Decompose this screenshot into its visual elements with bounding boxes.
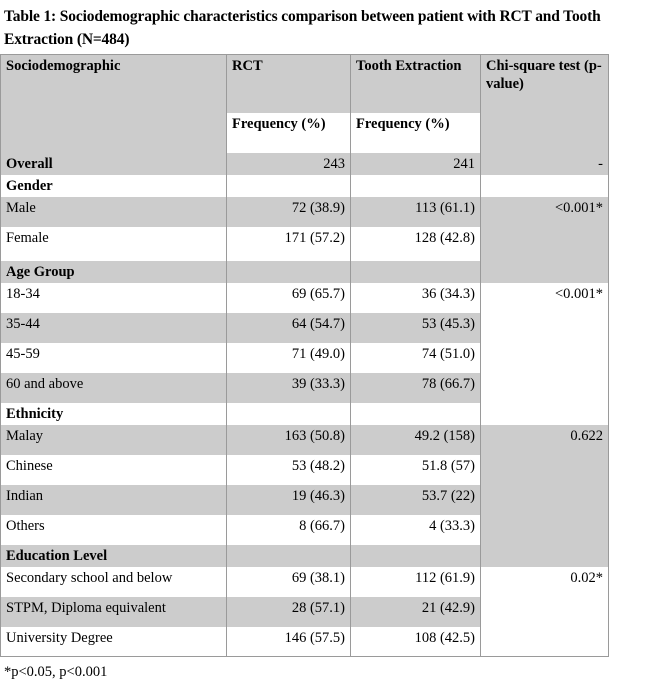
university-extraction-value: 108 (42.5)	[351, 627, 481, 657]
male-rct-value: 72 (38.9)	[227, 197, 351, 227]
subheader-rct-frequency: Frequency (%)	[227, 113, 351, 153]
table-header-row	[1, 55, 609, 113]
section-ethnicity-spacer-extraction	[351, 403, 481, 425]
table-row	[1, 283, 609, 313]
header-chi-square-test: Chi-square test (p-value)	[481, 55, 609, 153]
age-45-59-extraction-value: 74 (51.0)	[351, 343, 481, 373]
section-ethnicity-spacer-pvalue	[481, 403, 609, 425]
row-label-female: Female	[1, 227, 227, 261]
ethnicity-pvalue: 0.622	[481, 425, 609, 545]
sociodemographic-table	[0, 54, 609, 657]
indian-extraction-value: 53.7 (22)	[351, 485, 481, 515]
header-tooth-extraction: Tooth Extraction	[351, 55, 481, 113]
section-age-spacer-pvalue	[481, 261, 609, 283]
section-gender-spacer-rct	[227, 175, 351, 197]
section-age-spacer-extraction	[351, 261, 481, 283]
table-row-overall	[1, 153, 609, 175]
row-label-malay: Malay	[1, 425, 227, 455]
table-section-header-age-group	[1, 261, 609, 283]
section-education-spacer-extraction	[351, 545, 481, 567]
overall-extraction-value: 241	[351, 153, 481, 175]
row-label-secondary-school-and-below: Secondary school and below	[1, 567, 227, 597]
header-sociodemographic: Sociodemographic	[1, 55, 227, 153]
table-row	[1, 197, 609, 227]
row-label-male: Male	[1, 197, 227, 227]
stpm-rct-value: 28 (57.1)	[227, 597, 351, 627]
row-label-others: Others	[1, 515, 227, 545]
section-gender-spacer-extraction	[351, 175, 481, 197]
section-ethnicity-spacer-rct	[227, 403, 351, 425]
overall-rct-value: 243	[227, 153, 351, 175]
table-section-header-gender	[1, 175, 609, 197]
others-extraction-value: 4 (33.3)	[351, 515, 481, 545]
age-45-59-rct-value: 71 (49.0)	[227, 343, 351, 373]
row-label-indian: Indian	[1, 485, 227, 515]
overall-pvalue: -	[481, 153, 609, 175]
chinese-extraction-value: 51.8 (57)	[351, 455, 481, 485]
malay-extraction-value: 49.2 (158)	[351, 425, 481, 455]
section-title-ethnicity: Ethnicity	[1, 403, 227, 425]
table-row	[1, 425, 609, 455]
age-35-44-extraction-value: 53 (45.3)	[351, 313, 481, 343]
section-title-age-group: Age Group	[1, 261, 227, 283]
row-label-chinese: Chinese	[1, 455, 227, 485]
subheader-extraction-frequency: Frequency (%)	[351, 113, 481, 153]
section-title-education-level: Education Level	[1, 545, 227, 567]
row-label-18-34: 18-34	[1, 283, 227, 313]
female-rct-value: 171 (57.2)	[227, 227, 351, 261]
row-label-overall: Overall	[1, 153, 227, 175]
row-label-stpm-diploma-equivalent: STPM, Diploma equivalent	[1, 597, 227, 627]
age-60-above-extraction-value: 78 (66.7)	[351, 373, 481, 403]
stpm-extraction-value: 21 (42.9)	[351, 597, 481, 627]
university-rct-value: 146 (57.5)	[227, 627, 351, 657]
secondary-extraction-value: 112 (61.9)	[351, 567, 481, 597]
female-extraction-value: 128 (42.8)	[351, 227, 481, 261]
row-label-45-59: 45-59	[1, 343, 227, 373]
education-level-pvalue: 0.02*	[481, 567, 609, 657]
gender-pvalue: <0.001*	[481, 197, 609, 261]
age-18-34-rct-value: 69 (65.7)	[227, 283, 351, 313]
section-education-spacer-rct	[227, 545, 351, 567]
table-footnote: *p<0.05, p<0.001	[4, 664, 108, 680]
others-rct-value: 8 (66.7)	[227, 515, 351, 545]
indian-rct-value: 19 (46.3)	[227, 485, 351, 515]
section-title-gender: Gender	[1, 175, 227, 197]
malay-rct-value: 163 (50.8)	[227, 425, 351, 455]
row-label-35-44: 35-44	[1, 313, 227, 343]
age-60-above-rct-value: 39 (33.3)	[227, 373, 351, 403]
age-group-pvalue: <0.001*	[481, 283, 609, 403]
male-extraction-value: 113 (61.1)	[351, 197, 481, 227]
header-rct: RCT	[227, 55, 351, 113]
section-education-spacer-pvalue	[481, 545, 609, 567]
row-label-60-and-above: 60 and above	[1, 373, 227, 403]
secondary-rct-value: 69 (38.1)	[227, 567, 351, 597]
chinese-rct-value: 53 (48.2)	[227, 455, 351, 485]
age-18-34-extraction-value: 36 (34.3)	[351, 283, 481, 313]
table-section-header-education-level	[1, 545, 609, 567]
age-35-44-rct-value: 64 (54.7)	[227, 313, 351, 343]
table-section-header-ethnicity	[1, 403, 609, 425]
section-age-spacer-rct	[227, 261, 351, 283]
table-caption: Table 1: Sociodemographic characteristics comparison between patient with RCT and Tooth Extraction (N=484)	[4, 8, 601, 48]
row-label-university-degree: University Degree	[1, 627, 227, 657]
section-gender-spacer-pvalue	[481, 175, 609, 197]
table-row	[1, 567, 609, 597]
